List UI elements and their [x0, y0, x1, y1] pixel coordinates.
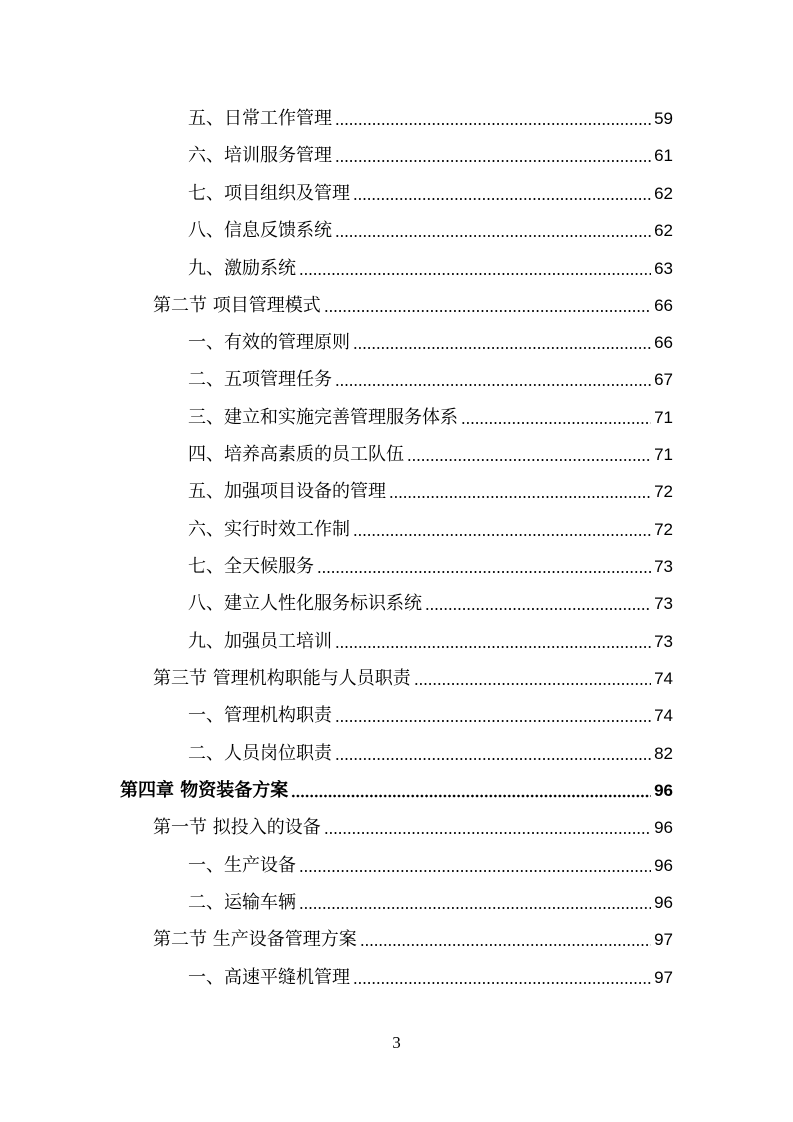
dot-leader — [335, 645, 651, 649]
dot-leader — [389, 495, 651, 499]
toc-entry-page: 96 — [654, 818, 673, 837]
dot-leader — [335, 383, 651, 387]
toc-entry-page: 96 — [654, 856, 673, 875]
toc-entry[interactable] — [188, 589, 673, 619]
toc-entry-label: 八、信息反馈系统 — [188, 220, 332, 241]
toc-entry[interactable] — [153, 291, 673, 321]
toc-entry-label: 第二节 项目管理模式 — [153, 295, 321, 316]
toc-entry-page: 74 — [654, 706, 673, 725]
toc-entry-page: 73 — [654, 557, 673, 576]
toc-entry-label: 二、人员岗位职责 — [188, 743, 332, 764]
toc-entry-page: 66 — [654, 333, 673, 352]
toc-entry[interactable] — [188, 104, 673, 134]
toc-entry-label: 一、高速平缝机管理 — [188, 967, 350, 988]
toc-entry-label: 三、建立和实施完善管理服务体系 — [188, 407, 458, 428]
dot-leader — [324, 831, 651, 835]
toc-entry-page: 97 — [654, 930, 673, 949]
toc-entry-label: 第三节 管理机构职能与人员职责 — [153, 668, 411, 689]
toc-entry[interactable] — [188, 328, 673, 358]
toc-entry[interactable] — [188, 851, 673, 881]
dot-leader — [335, 234, 651, 238]
toc-entry[interactable] — [188, 477, 673, 507]
toc-entry-chapter[interactable] — [120, 776, 673, 806]
toc-entry-label: 五、日常工作管理 — [188, 108, 332, 129]
toc-entry[interactable] — [153, 813, 673, 843]
toc-entry[interactable] — [188, 403, 673, 433]
toc-entry[interactable] — [188, 627, 673, 657]
toc-entry-label: 五、加强项目设备的管理 — [188, 481, 386, 502]
toc-entry-page: 67 — [654, 370, 673, 389]
toc-entry-page: 66 — [654, 296, 673, 315]
dot-leader — [353, 346, 651, 350]
dot-leader — [291, 794, 651, 798]
toc-entry-label: 九、激励系统 — [188, 258, 296, 279]
toc-entry-label: 二、五项管理任务 — [188, 369, 332, 390]
toc-entry-label: 八、建立人性化服务标识系统 — [188, 593, 422, 614]
dot-leader — [353, 197, 651, 201]
toc-entry[interactable] — [188, 701, 673, 731]
toc-entry[interactable] — [188, 254, 673, 284]
toc-entry[interactable] — [188, 179, 673, 209]
dot-leader — [353, 533, 651, 537]
toc-entry-page: 82 — [654, 744, 673, 763]
dot-leader — [299, 869, 651, 873]
dot-leader — [425, 607, 651, 611]
dot-leader — [414, 682, 651, 686]
toc-entry[interactable] — [153, 664, 673, 694]
toc-entry-page: 72 — [654, 520, 673, 539]
toc-entry-label: 一、生产设备 — [188, 855, 296, 876]
dot-leader — [353, 981, 651, 985]
toc-entry[interactable] — [153, 925, 673, 955]
toc-entry-page: 73 — [654, 594, 673, 613]
toc-entry-label: 第二节 生产设备管理方案 — [153, 929, 357, 950]
toc-entry[interactable] — [188, 739, 673, 769]
toc-entry[interactable] — [188, 216, 673, 246]
dot-leader — [299, 272, 651, 276]
dot-leader — [360, 943, 651, 947]
toc-entry[interactable] — [188, 552, 673, 582]
toc-entry-page: 97 — [654, 968, 673, 987]
toc-entry-label: 六、实行时效工作制 — [188, 519, 350, 540]
dot-leader — [335, 122, 651, 126]
dot-leader — [335, 757, 651, 761]
toc-entry-page: 72 — [654, 482, 673, 501]
toc-entry-label: 第四章 物资装备方案 — [120, 780, 289, 801]
toc-entry-page: 61 — [654, 146, 673, 165]
dot-leader — [324, 309, 651, 313]
dot-leader — [317, 570, 651, 574]
toc-entry[interactable] — [188, 515, 673, 545]
toc-entry-label: 六、培训服务管理 — [188, 145, 332, 166]
dot-leader — [335, 719, 651, 723]
toc-entry-page: 59 — [654, 109, 673, 128]
toc-entry-label: 四、培养高素质的员工队伍 — [188, 444, 404, 465]
page-number: 3 — [392, 1033, 401, 1052]
dot-leader — [407, 458, 651, 462]
dot-leader — [299, 906, 651, 910]
toc-entry[interactable] — [188, 141, 673, 171]
toc-entry-page: 71 — [654, 408, 673, 427]
toc-entry-label: 二、运输车辆 — [188, 892, 296, 913]
toc-entry-label: 九、加强员工培训 — [188, 631, 332, 652]
toc-entry-label: 七、项目组织及管理 — [188, 183, 350, 204]
toc-entry-label: 七、全天候服务 — [188, 556, 314, 577]
toc-entry-label: 一、管理机构职责 — [188, 705, 332, 726]
toc-entry-page: 62 — [654, 221, 673, 240]
toc-entry-page: 73 — [654, 632, 673, 651]
toc-entry-page: 96 — [654, 893, 673, 912]
dot-leader — [461, 421, 651, 425]
toc-entry[interactable] — [188, 963, 673, 993]
toc-entry-page: 71 — [654, 445, 673, 464]
toc-entry[interactable] — [188, 365, 673, 395]
toc-entry-label: 一、有效的管理原则 — [188, 332, 350, 353]
dot-leader — [335, 159, 651, 163]
toc-entry[interactable] — [188, 440, 673, 470]
toc-entry-label: 第一节 拟投入的设备 — [153, 817, 321, 838]
toc-entry-page: 74 — [654, 669, 673, 688]
toc-entry-page: 63 — [654, 259, 673, 278]
toc-entry-page: 62 — [654, 184, 673, 203]
toc-entry-page: 96 — [654, 781, 673, 800]
toc-entry[interactable] — [188, 888, 673, 918]
